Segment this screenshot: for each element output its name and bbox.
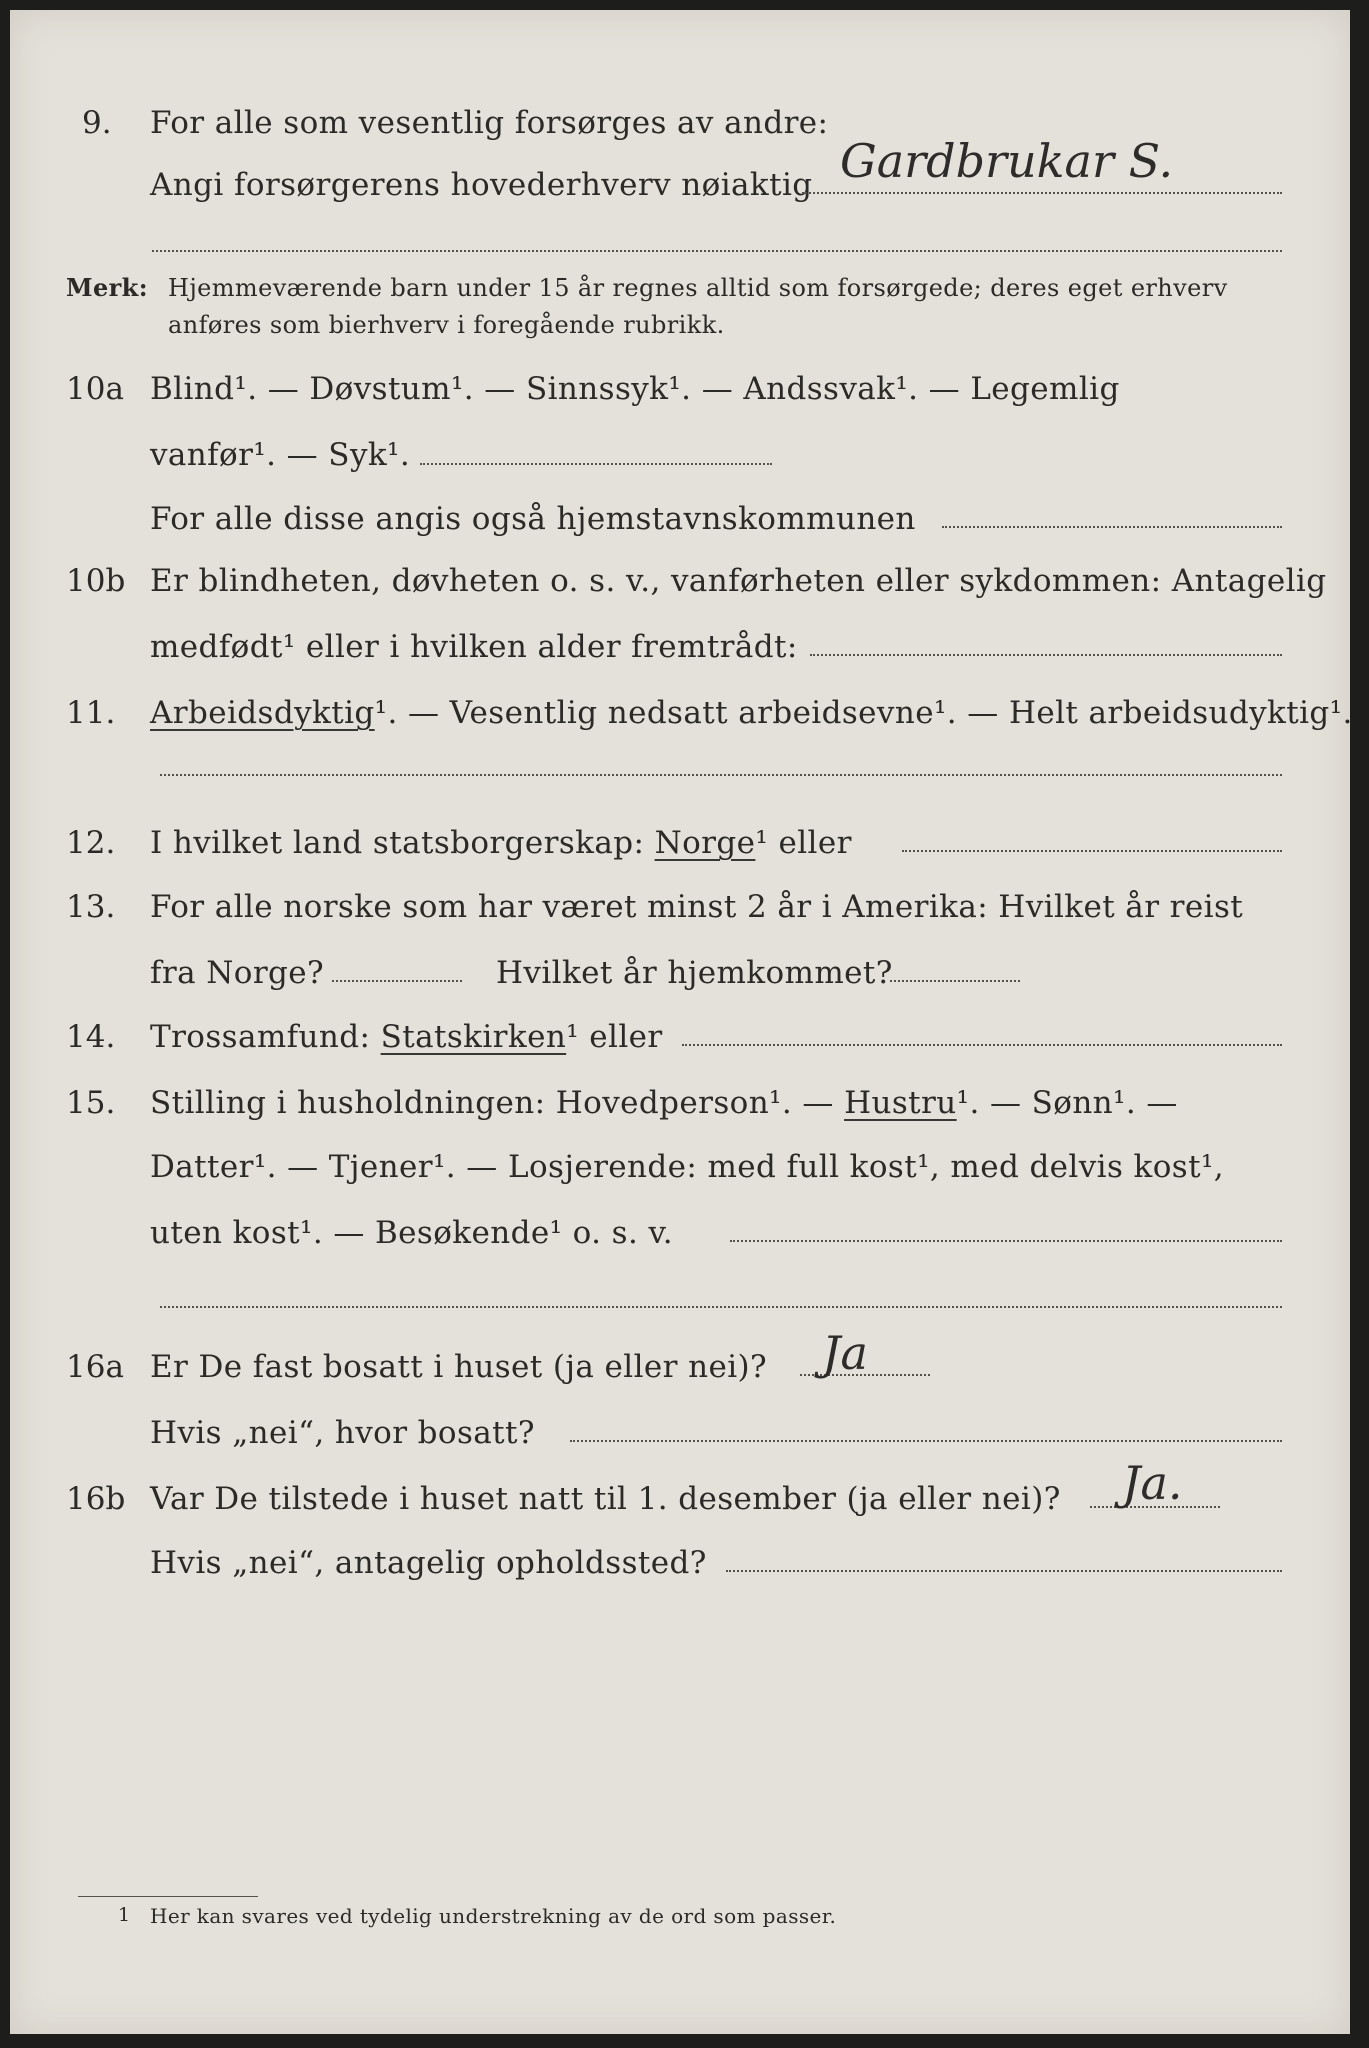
q14-answer-line xyxy=(682,1044,1282,1046)
q14-number: 14. xyxy=(66,1019,116,1055)
q14-post: ¹ eller xyxy=(566,1019,663,1055)
q16b-handwritten-answer: Ja. xyxy=(1122,1456,1183,1510)
q10a-line3: For alle disse angis også hjemstavnskommunen xyxy=(150,501,916,537)
q10b-answer-line xyxy=(810,654,1282,656)
q10a-syk-line xyxy=(420,463,772,465)
q15-line1b: ¹. — Sønn¹. — xyxy=(956,1085,1178,1121)
q10a-line1: Blind¹. — Døvstum¹. — Sinnssyk¹. — Andssvak¹. — Legemlig xyxy=(150,371,1120,407)
q15-line3: uten kost¹. — Besøkende¹ o. s. v. xyxy=(150,1215,673,1251)
q13-number: 13. xyxy=(66,889,116,925)
footnote-mark: 1 xyxy=(118,1904,131,1926)
merk-line1: Hjemmeværende barn under 15 år regnes alltid som forsørgede; deres eget erhverv xyxy=(168,274,1228,302)
merk-line2: anføres som bierhverv i foregående rubrikk. xyxy=(168,311,725,339)
q15-answer-line xyxy=(730,1240,1282,1242)
q15-extra-line xyxy=(160,1306,1282,1308)
q10b-line1: Er blindheten, døvheten o. s. v., vanførheten eller sykdommen: Antagelig xyxy=(150,563,1327,599)
q12-pre: I hvilket land statsborgerskap: xyxy=(150,825,645,861)
q16a-number: 16a xyxy=(66,1349,124,1385)
q9-answer-line xyxy=(802,192,1282,194)
q10a-line2: vanfør¹. — Syk¹. xyxy=(150,437,411,473)
q13-line2b: Hvilket år hjemkommet? xyxy=(496,955,893,991)
q10a-number: 10a xyxy=(66,371,124,407)
q12-number: 12. xyxy=(66,825,116,861)
q14-pre: Trossamfund: xyxy=(150,1019,371,1055)
q15-line1a: Stilling i husholdningen: Hovedperson¹. — xyxy=(150,1085,834,1121)
q16b-line1: Var De tilstede i huset natt til 1. desember (ja eller nei)? xyxy=(150,1481,1061,1517)
q15-number: 15. xyxy=(66,1085,116,1121)
q9-handwritten-answer: Gardbrukar S. xyxy=(840,134,1174,188)
q9-extra-line xyxy=(152,250,1282,252)
merk-label: Merk: xyxy=(66,273,148,302)
q13-line2a: fra Norge? xyxy=(150,955,325,991)
q10b-number: 10b xyxy=(66,563,126,599)
q10b-line2: medfødt¹ eller i hvilken alder fremtrådt: xyxy=(150,629,798,665)
q11-rest: ¹. — Vesentlig nedsatt arbeidsevne¹. — Helt arbeidsudyktig¹. xyxy=(374,695,1353,731)
q11-arbeidsdyktig-underlined: Arbeidsdyktig xyxy=(150,695,375,731)
q15-hustru-underlined: Hustru xyxy=(844,1085,957,1121)
q15-line1 xyxy=(150,1085,1178,1121)
q12-answer-line xyxy=(902,850,1282,852)
q12-line xyxy=(150,825,852,861)
q11-number: 11. xyxy=(66,695,116,731)
q9-number: 9. xyxy=(82,105,112,141)
q16a-line1: Er De fast bosatt i huset (ja eller nei)? xyxy=(150,1349,768,1385)
q9-line1: For alle som vesentlig forsørges av andre: xyxy=(150,105,829,141)
footnote-text: Her kan svares ved tydelig understrekning av de ord som passer. xyxy=(150,1904,837,1928)
q12-post: ¹ eller xyxy=(755,825,852,861)
q13-hjemkommet-line xyxy=(890,980,1020,982)
q14-line xyxy=(150,1019,663,1055)
q13-reist-line xyxy=(332,980,462,982)
form-page xyxy=(10,10,1353,2034)
q16a-handwritten-answer: Ja xyxy=(822,1326,868,1380)
q14-statskirken-underlined: Statskirken xyxy=(380,1019,567,1055)
q16b-opholdssted-line xyxy=(726,1570,1282,1572)
q16b-line2: Hvis „nei“, antagelig opholdssted? xyxy=(150,1545,707,1581)
q13-line1: For alle norske som har været minst 2 år i Amerika: Hvilket år reist xyxy=(150,889,1244,925)
q16a-bosatt-line xyxy=(570,1440,1282,1442)
q11-line xyxy=(150,695,1353,731)
q16b-number: 16b xyxy=(66,1481,126,1517)
q16a-line2: Hvis „nei“, hvor bosatt? xyxy=(150,1415,535,1451)
q9-line2: Angi forsørgerens hovederhverv nøiaktig xyxy=(150,167,813,203)
footnote-rule xyxy=(78,1896,258,1897)
q10a-kommune-line xyxy=(942,526,1282,528)
q11-extra-line xyxy=(160,774,1282,776)
q12-norge-underlined: Norge xyxy=(654,825,756,861)
q15-line2: Datter¹. — Tjener¹. — Losjerende: med full kost¹, med delvis kost¹, xyxy=(150,1149,1225,1185)
